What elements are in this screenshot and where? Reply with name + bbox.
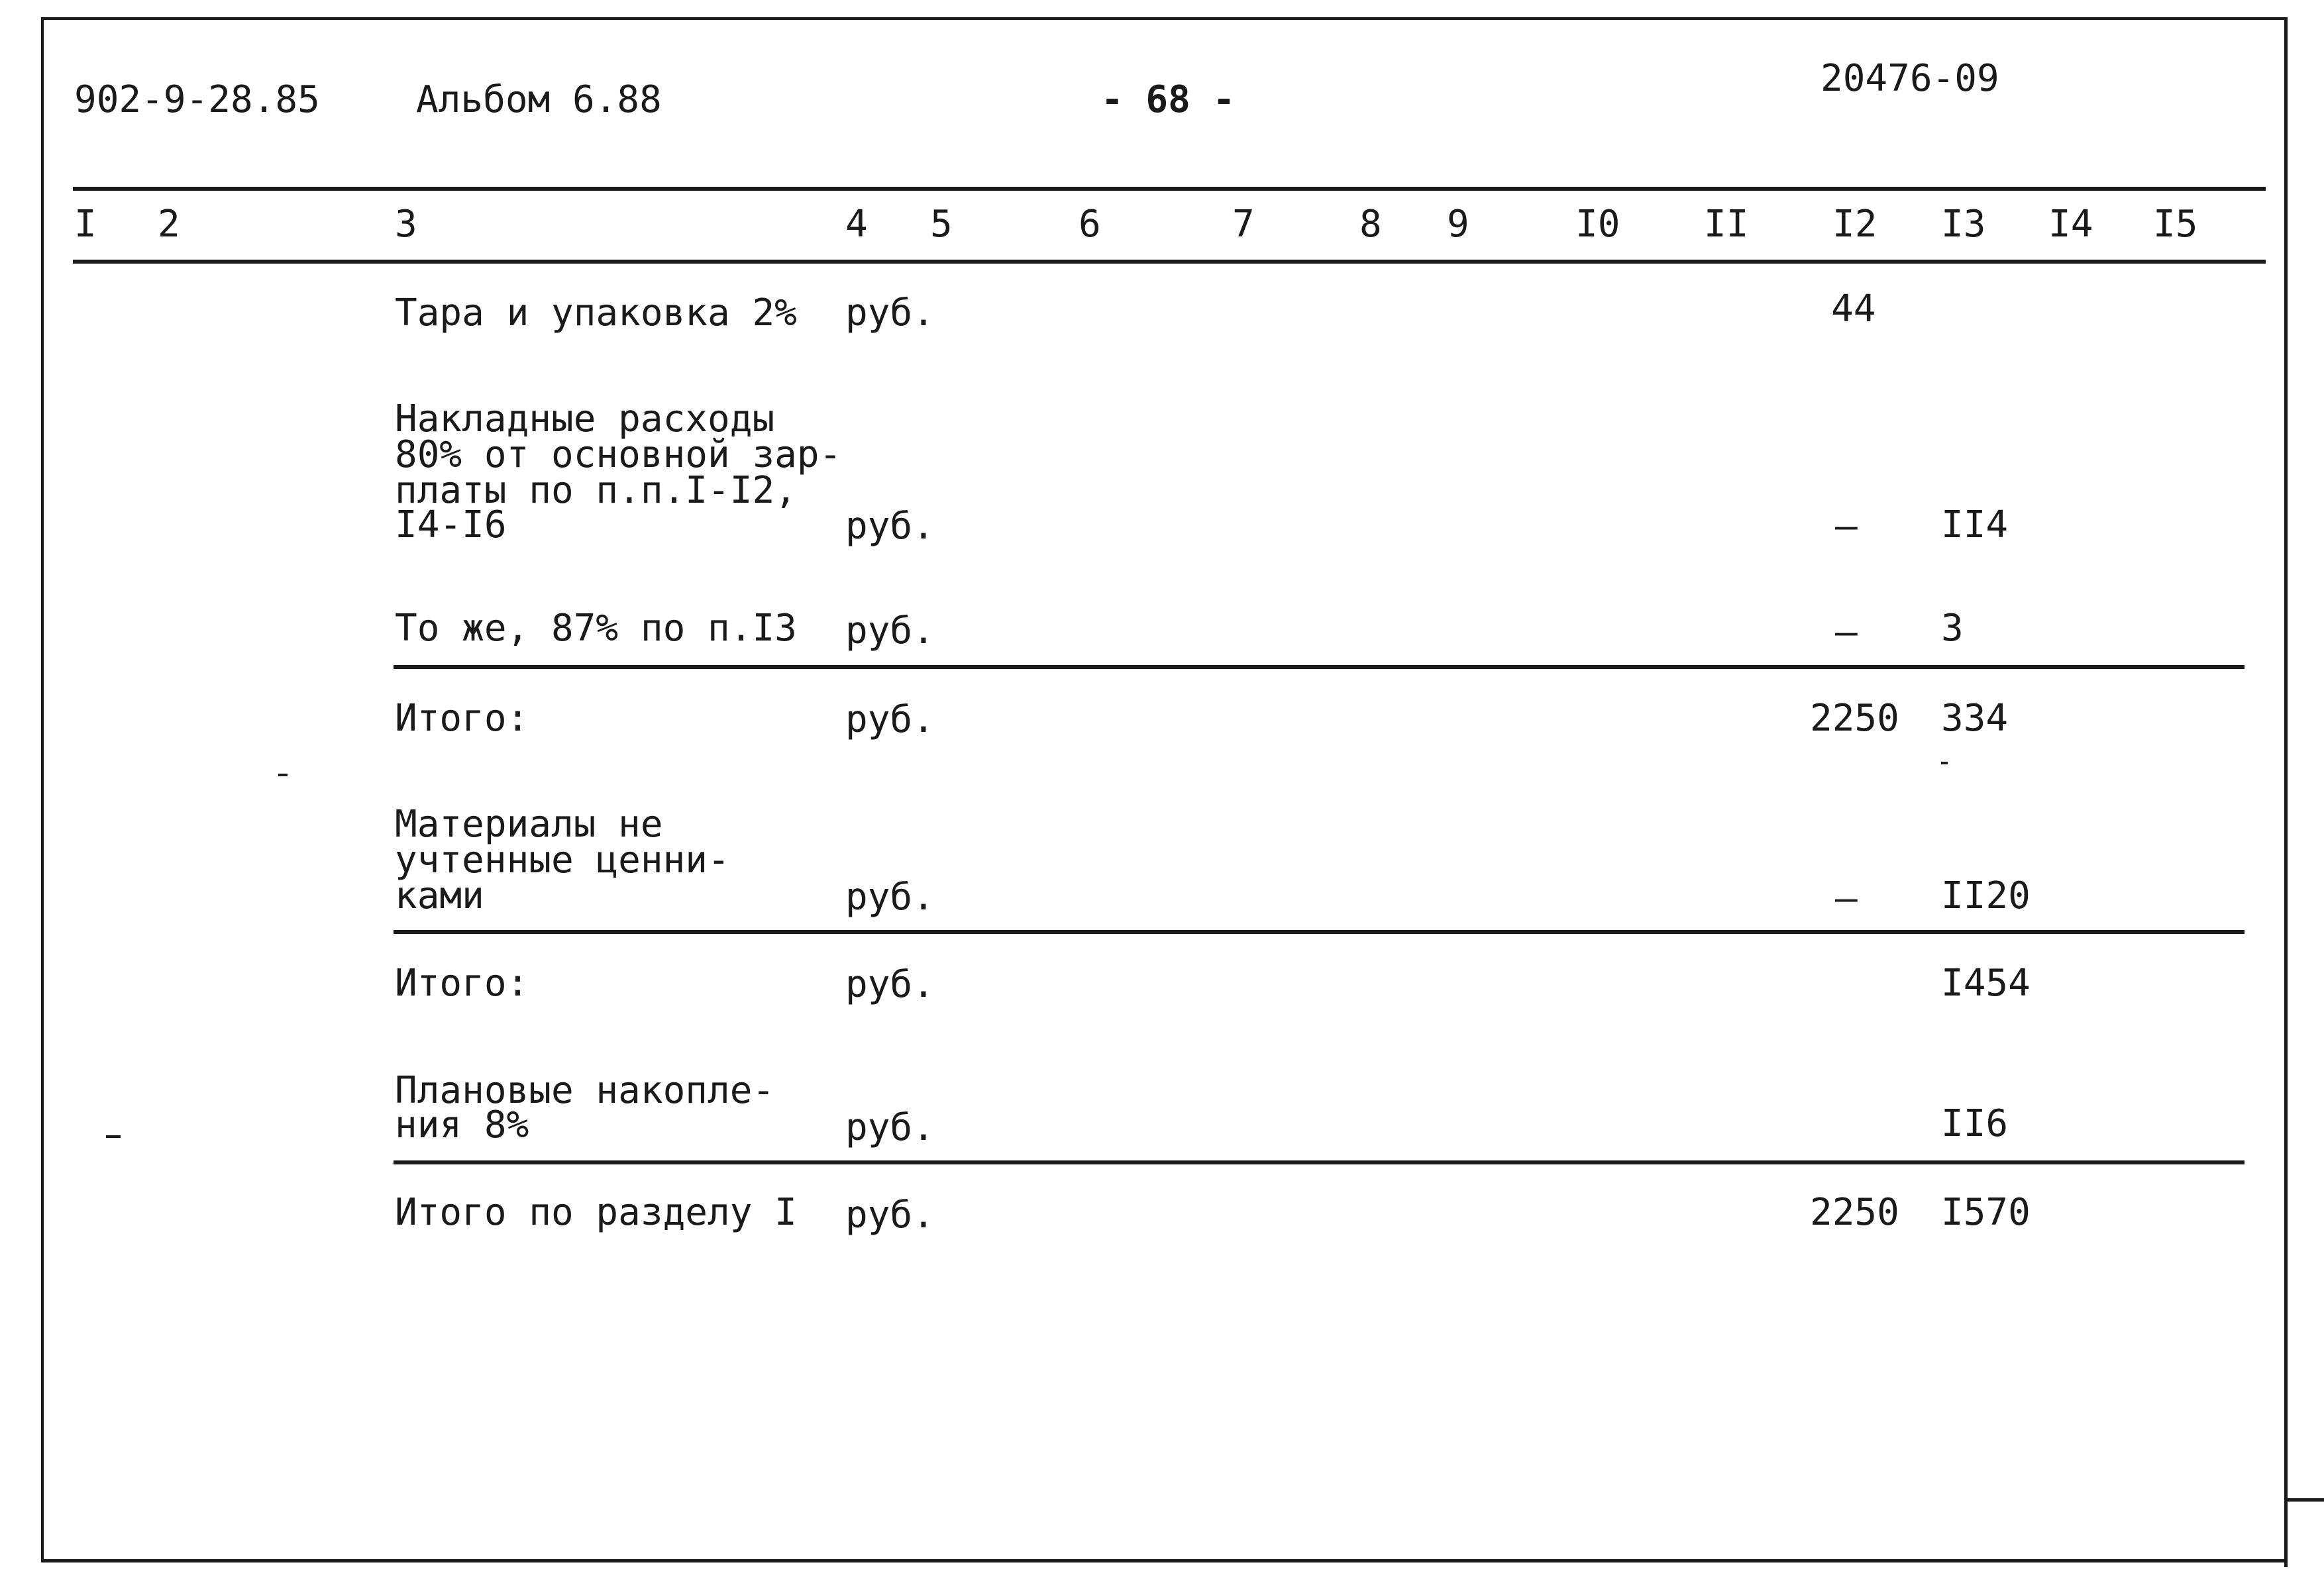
album-number: Альбом 6.88 <box>416 78 662 121</box>
row-unit: руб. <box>845 876 935 919</box>
row-label: Материалы не <box>395 803 663 846</box>
column-number: II <box>1704 203 1749 246</box>
row-unit: руб. <box>845 291 935 334</box>
row-unit: руб. <box>845 963 935 1006</box>
frame-bottom <box>41 1559 2287 1562</box>
frame-left <box>41 19 44 1562</box>
edge-mark <box>2288 1498 2324 1502</box>
frame-top <box>41 17 2287 20</box>
row-label: ния 8% <box>395 1103 529 1147</box>
row-label: Итого: <box>395 962 529 1005</box>
table-rule <box>394 1160 2245 1164</box>
row-label: 80% от основной зар- <box>395 433 842 476</box>
row-value-col12: – <box>1835 877 1858 920</box>
header-rule-bottom <box>73 260 2266 264</box>
row-value-col12: 2250 <box>1810 1191 1899 1234</box>
row-label: Итого: <box>395 697 529 740</box>
stray-mark <box>106 1135 121 1138</box>
row-label: I4-I6 <box>395 503 507 546</box>
row-unit: руб. <box>845 505 935 548</box>
column-number: 7 <box>1232 203 1255 246</box>
row-value-col12: – <box>1835 505 1858 548</box>
row-unit: руб. <box>845 698 935 741</box>
column-number: 9 <box>1447 203 1469 246</box>
page-number: - 68 - <box>1101 78 1236 121</box>
column-number: I3 <box>1941 203 1986 246</box>
document-code: 902-9-28.85 <box>74 78 320 121</box>
row-value-col13: 334 <box>1941 697 2009 740</box>
row-unit: руб. <box>845 1106 935 1149</box>
row-value-col13: II20 <box>1941 874 2031 917</box>
row-unit: руб. <box>845 1194 935 1237</box>
row-label: Тара и упаковка 2% <box>395 291 797 334</box>
column-number: I0 <box>1575 203 1620 246</box>
row-label: Плановые накопле- <box>395 1069 775 1112</box>
stray-mark <box>1941 762 1948 764</box>
row-label: То же, 87% по п.I3 <box>395 607 797 650</box>
row-value-col13: I570 <box>1941 1191 2031 1234</box>
row-value-col12: 44 <box>1831 287 1876 331</box>
row-value-col12: 2250 <box>1810 697 1899 740</box>
column-number: 4 <box>845 203 868 246</box>
table-rule <box>394 665 2245 669</box>
column-number: I <box>74 203 97 246</box>
row-label: Итого по разделу I <box>395 1191 797 1234</box>
row-value-col13: II6 <box>1941 1102 2009 1145</box>
column-number: 8 <box>1359 203 1382 246</box>
column-number: I4 <box>2048 203 2093 246</box>
column-number: I5 <box>2153 203 2198 246</box>
column-number: I2 <box>1832 203 1877 246</box>
header-rule-top <box>73 187 2266 191</box>
row-label: платы по п.п.I-I2, <box>395 469 797 512</box>
doc-number: 20476-09 <box>1821 57 1999 100</box>
row-value-col13: 3 <box>1941 607 1964 650</box>
column-number: 2 <box>158 203 180 246</box>
row-value-col12: – <box>1835 611 1858 654</box>
row-value-col13: II4 <box>1941 503 2009 546</box>
row-unit: руб. <box>845 609 935 652</box>
row-label: Накладные расходы <box>395 397 775 440</box>
row-value-col13: I454 <box>1941 962 2031 1005</box>
column-number: 6 <box>1079 203 1101 246</box>
row-label: учтенные ценни- <box>395 839 730 882</box>
table-rule <box>394 930 2245 934</box>
frame-right <box>2284 17 2288 1567</box>
column-number: 5 <box>930 203 953 246</box>
stray-mark <box>278 774 288 776</box>
row-label: ками <box>395 874 484 917</box>
column-number: 3 <box>395 203 417 246</box>
